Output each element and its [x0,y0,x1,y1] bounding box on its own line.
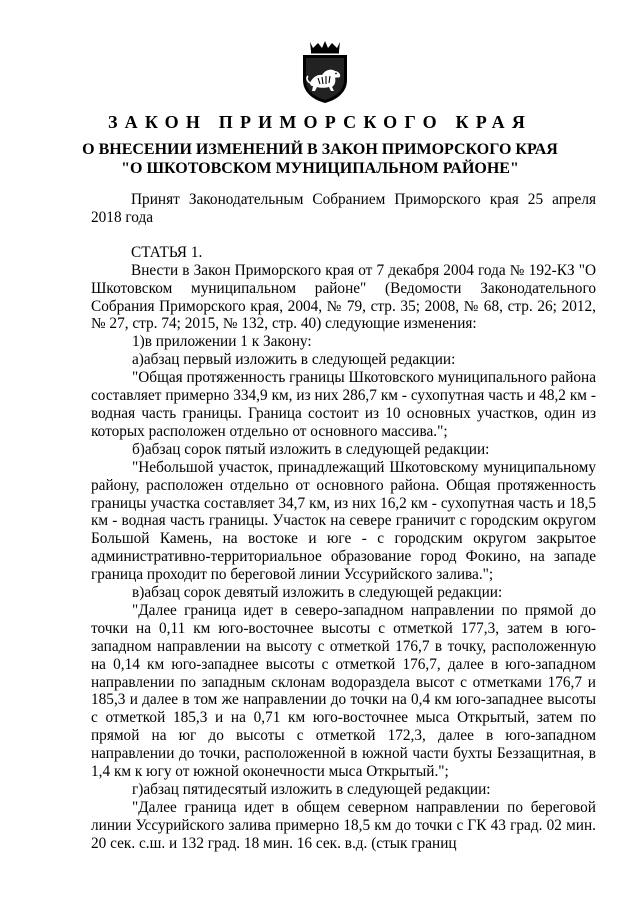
quoted-text: "Общая протяженность границы Шкотовского муниципального района составляет примерно 334,9 км, из них 286,7 км - сухопутная часть и 48,2 км - водная часть границы. Граница состоит из 10 основных участков, один из которых расположен отдельно от основного массива."; [91,369,597,440]
list-item: а)абзац первый изложить в следующей редакции: [132,351,456,369]
list-item: г)абзац пятидесятый изложить в следующей редакции: [132,781,491,798]
subtitle-line: О ВНЕСЕНИИ ИЗМЕНЕНИЙ В ЗАКОН ПРИМОРСКОГО КРАЯ [82,141,558,158]
coat-of-arms-shield [298,40,352,104]
list-item: 1)в приложении 1 к Закону: [132,333,312,351]
coat-of-arms-icon [298,40,352,104]
article-paragraph: Внести в Закон Приморского края от 7 декабря 2004 года № 192-КЗ "О Шкотовском муниципальном районе" (Ведомости Законодательного Собрания Приморского края, 2004, № 79, стр. 35; 2008, № 68, стр. 26; 2012, № 27, стр. 74; 2015, № 132, стр. 40) следующие изменения: [91,261,596,333]
law-body [91,191,596,853]
subtitle-line: "О ШКОТОВСКОМ МУНИЦИПАЛЬНОМ РАЙОНЕ" [121,160,519,177]
quoted-text: "Далее граница идет в северо-западном направлении по прямой до точки на 0,11 км юго-восточнее высоты с отметкой 177,3, затем в юго-западном направлении на высоту с отметкой 176,7 в точку, расположенную на 0,14 км юго-западнее высоты с отметкой 176,7, далее в юго-западном направлении по западным склонам водораздела высот с отметками 176,7 и 185,3 и далее в том же направлении до точки на 0,4 км юго-западнее высоты с отметкой 185,3 и на 0,71 км юго-восточнее мыса Открытый, затем по прямой на юг до высоты с отметкой 172,3, далее в юго-западном направлении до точки, расположенной в южной части бухты Беззащитная, в 1,4 км к югу от южной оконечности мыса Открытый."; [91,601,596,781]
quoted-text: "Далее граница идет в общем северном направлении по береговой линии Уссурийского залива примерно 18,5 км до точки с ГК 43 град. 02 мин. 20 сек. с.ш. и 132 град. 18 мин. 16 сек. в.д. (стык границ [91,798,596,852]
law-title: ЗАКОН ПРИМОРСКОГО КРАЯ [107,112,533,132]
list-item: б)абзац сорок пятый изложить в следующей редакции: [132,440,490,458]
quoted-text: "Небольшой участок, принадлежащий Шкотовскому муниципальному району, расположен отдельно от основного района. Общая протяженность границы участка составляет 34,7 км, из них 16,2 км - сухопутная часть и 18,5 км - водная часть границы. Участок на севере граничит с городским округом Большой Камень, на востоке и юге - с городским округом закрытое административно-территориальное образование город Фокино, на западе граница проходит по береговой линии Уссурийского залива."; [91,458,596,584]
article-heading: СТАТЬЯ 1. [131,243,203,261]
list-item: в)абзац сорок девятый изложить в следующей редакции: [132,584,503,602]
adoption-statement: Принят Законодательным Собранием Приморского края 25 апреля 2018 года [91,191,596,226]
law-subtitle [40,140,600,178]
